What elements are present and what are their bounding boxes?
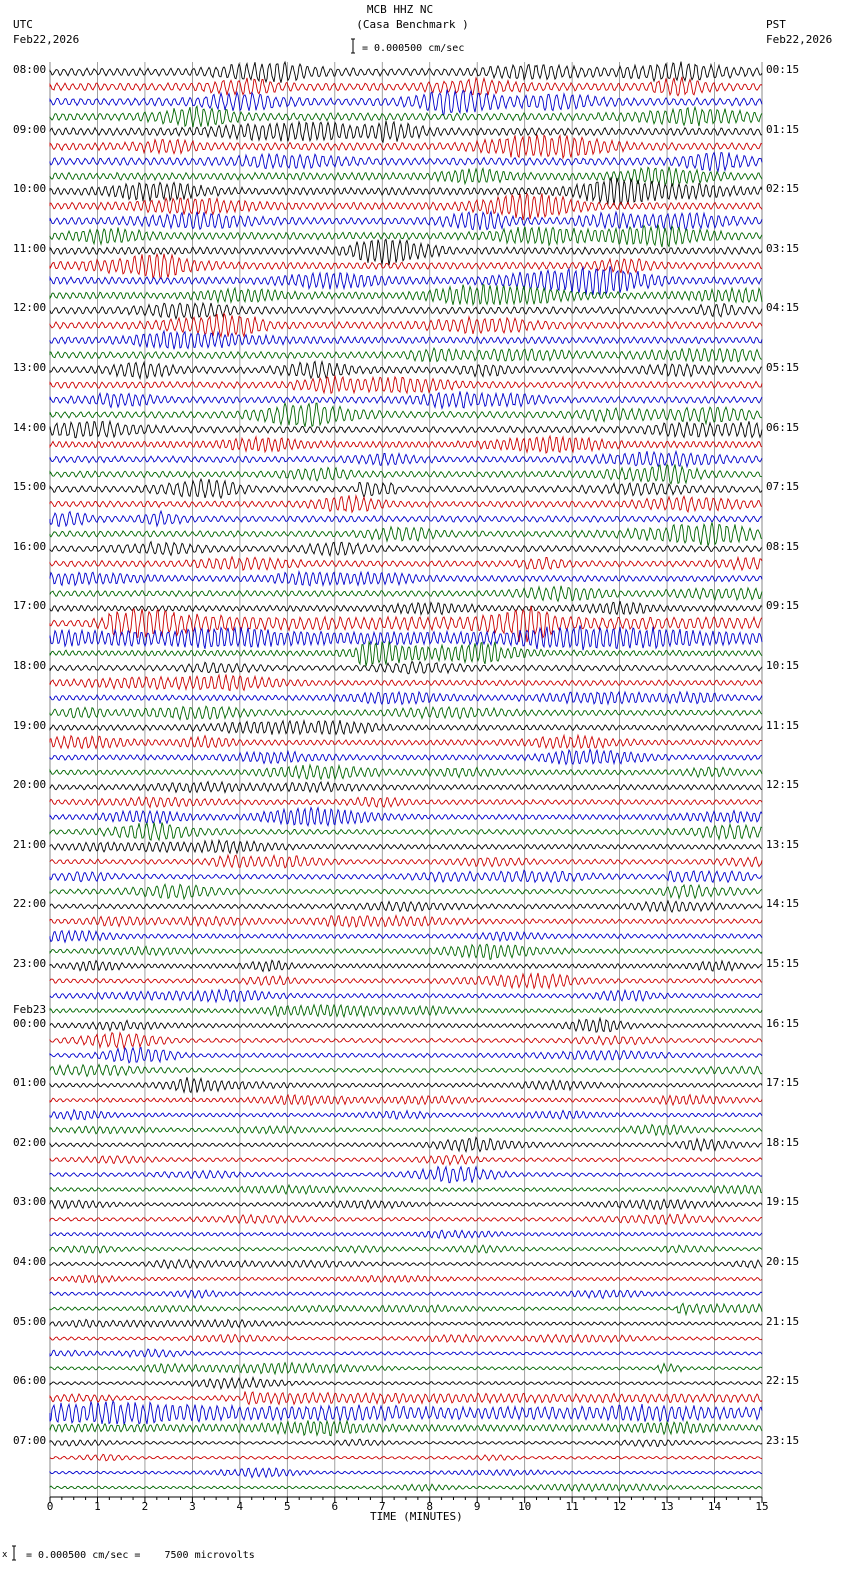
seismic-trace	[50, 1319, 762, 1327]
pst-hour-label: 14:15	[766, 897, 800, 911]
seismic-trace	[50, 960, 762, 971]
seismic-trace	[50, 706, 762, 719]
utc-hour-label: 19:00	[13, 718, 47, 732]
x-tick-label: 2	[141, 1500, 149, 1513]
pst-hour-label: 00:15	[766, 63, 800, 76]
pst-hour-label: 23:15	[766, 1433, 800, 1447]
seismic-trace	[50, 1484, 762, 1491]
pst-hour-label: 22:15	[766, 1374, 800, 1388]
seismic-trace	[50, 90, 762, 115]
x-tick-label: 7	[378, 1500, 386, 1513]
utc-hour-label: 04:00	[13, 1255, 47, 1268]
x-tick-label: 15	[755, 1500, 769, 1513]
seismic-trace	[50, 212, 762, 230]
scale-footnote: = 0.000500 cm/sec = 7500 microvolts	[26, 1550, 255, 1561]
seismic-trace	[50, 944, 762, 959]
seismic-trace	[50, 625, 762, 650]
date-marker-label: Feb23	[13, 1002, 47, 1016]
utc-hour-label: 03:00	[13, 1195, 47, 1209]
seismic-trace	[50, 121, 762, 142]
seismic-trace	[50, 1155, 762, 1165]
seismic-trace	[50, 1363, 762, 1374]
seismic-trace	[50, 855, 762, 868]
pst-hour-label: 07:15	[766, 480, 800, 494]
seismic-trace	[50, 765, 762, 779]
seismic-trace	[50, 285, 762, 305]
pst-hour-label: 13:15	[766, 837, 800, 851]
seismic-trace	[50, 782, 762, 793]
seismic-trace	[50, 1167, 762, 1183]
utc-hour-label: 11:00	[13, 241, 47, 255]
seismic-trace	[50, 1005, 762, 1017]
utc-hour-label: 22:00	[13, 897, 47, 911]
seismic-trace	[50, 542, 762, 556]
seismic-trace	[50, 331, 762, 349]
seismic-trace	[50, 1349, 762, 1357]
seismic-trace	[50, 1377, 762, 1388]
seismic-trace	[50, 1110, 762, 1120]
pst-hour-label: 16:15	[766, 1016, 800, 1030]
utc-hour-label: 05:00	[13, 1314, 47, 1328]
utc-hour-label: 02:00	[13, 1135, 47, 1149]
pst-hour-label: 06:15	[766, 420, 800, 434]
seismic-trace	[50, 735, 762, 748]
pst-hour-label: 15:15	[766, 957, 800, 970]
seismic-trace	[50, 1245, 762, 1253]
seismic-trace	[50, 1214, 762, 1224]
pst-hour-label: 17:15	[766, 1076, 800, 1090]
seismic-trace	[50, 511, 762, 526]
utc-hour-label: 20:00	[13, 778, 47, 792]
seismic-trace	[50, 451, 762, 467]
seismic-trace	[50, 1392, 762, 1405]
scale-label: = 0.000500 cm/sec	[362, 43, 465, 54]
seismic-trace	[50, 1065, 762, 1077]
utc-hour-label: 23:00	[13, 957, 47, 970]
seismic-trace	[50, 1303, 762, 1314]
utc-hour-label: 07:00	[13, 1433, 47, 1447]
pst-hour-label: 18:15	[766, 1135, 800, 1149]
x-tick-label: 4	[236, 1500, 244, 1513]
seismic-trace	[50, 303, 762, 319]
x-tick-label: 12	[612, 1500, 627, 1513]
utc-hour-label: 14:00	[13, 420, 47, 434]
pst-hour-label: 21:15	[766, 1314, 800, 1328]
seismic-trace	[50, 870, 762, 882]
seismic-trace	[50, 314, 762, 337]
pst-hour-label: 01:15	[766, 122, 800, 136]
seismic-traces	[50, 62, 762, 1492]
seismic-trace	[50, 1439, 762, 1447]
x-tick-label: 13	[660, 1500, 674, 1513]
seismic-trace	[50, 1275, 762, 1283]
seismic-trace	[50, 1334, 762, 1342]
seismic-trace	[50, 376, 762, 394]
seismic-trace	[50, 1018, 762, 1032]
seismic-trace	[50, 822, 762, 840]
seismic-trace	[50, 495, 762, 512]
utc-hour-label: 08:00	[13, 63, 47, 76]
pst-hour-label: 20:15	[766, 1255, 800, 1268]
pst-hour-label: 05:15	[766, 361, 800, 374]
seismic-trace	[50, 254, 762, 279]
seismic-trace	[50, 403, 762, 427]
x-axis-title: TIME (MINUTES)	[370, 1510, 463, 1523]
x-tick-label: 8	[426, 1500, 434, 1513]
seismic-trace	[50, 642, 762, 667]
seismic-trace	[50, 1185, 762, 1194]
pst-hour-label: 04:15	[766, 301, 800, 315]
x-tick-label: 5	[284, 1500, 291, 1513]
seismic-trace	[50, 808, 762, 826]
pst-hour-label: 19:15	[766, 1195, 800, 1209]
utc-hour-label: 10:00	[13, 182, 47, 196]
utc-label: UTC	[13, 18, 33, 31]
seismic-trace	[50, 797, 762, 808]
seismic-trace	[50, 106, 762, 127]
seismic-trace	[50, 1095, 762, 1106]
x-tick-label: 9	[473, 1500, 481, 1513]
x-tick-label: 11	[565, 1500, 579, 1513]
x-tick-label: 3	[189, 1500, 196, 1513]
pst-hour-label: 11:15	[766, 718, 800, 732]
seismic-trace	[50, 1137, 762, 1151]
pst-hour-label: 08:15	[766, 539, 800, 553]
seismic-trace	[50, 1420, 762, 1435]
seismic-trace	[50, 421, 762, 437]
seismic-trace	[50, 1290, 762, 1298]
seismic-trace	[50, 1033, 762, 1049]
seismic-trace	[50, 973, 762, 988]
seismic-trace	[50, 362, 762, 379]
seismic-trace	[50, 692, 762, 705]
utc-date: Feb22,2026	[13, 33, 80, 46]
x-tick-label: 1	[94, 1500, 101, 1513]
minute-gridlines	[50, 62, 762, 1497]
pst-hour-label: 10:15	[766, 659, 800, 672]
utc-hour-label: 06:00	[13, 1374, 47, 1388]
pst-hour-label: 03:15	[766, 241, 800, 255]
seismic-trace	[50, 464, 762, 483]
corner-mark: x	[2, 1550, 8, 1560]
seismic-trace	[50, 840, 762, 853]
utc-hour-label: 09:00	[13, 122, 47, 136]
utc-hour-label: 21:00	[13, 837, 47, 851]
seismic-trace	[50, 884, 762, 899]
seismic-trace	[50, 1401, 762, 1424]
utc-hour-label: 13:00	[13, 361, 47, 374]
x-tick-label: 14	[707, 1500, 722, 1513]
pst-hour-label: 12:15	[766, 778, 800, 792]
seismic-trace	[50, 1260, 762, 1269]
seismic-trace	[50, 572, 762, 586]
seismic-trace	[50, 1125, 762, 1136]
pst-hour-label: 02:15	[766, 182, 800, 196]
seismic-trace	[50, 557, 762, 570]
utc-hour-label: 01:00	[13, 1076, 47, 1090]
seismic-trace	[50, 266, 762, 295]
utc-hour-label: 00:00	[13, 1016, 47, 1030]
seismic-trace	[50, 931, 762, 943]
seismic-trace	[50, 77, 762, 96]
utc-hour-label: 17:00	[13, 599, 47, 613]
seismic-trace	[50, 675, 762, 691]
seismic-trace	[50, 178, 762, 205]
utc-hour-label: 16:00	[13, 539, 47, 553]
x-tick-label: 6	[331, 1500, 339, 1513]
seismic-trace	[50, 135, 762, 158]
seismic-trace	[50, 586, 762, 602]
seismic-trace	[50, 990, 762, 1003]
x-tick-label: 0	[46, 1500, 54, 1513]
seismic-trace	[50, 749, 762, 764]
pst-hour-label: 09:15	[766, 599, 800, 613]
seismic-trace	[50, 720, 762, 734]
seismic-trace	[50, 1077, 762, 1092]
pst-label: PST	[766, 18, 786, 31]
utc-hour-label: 15:00	[13, 480, 47, 494]
seismic-trace	[50, 62, 762, 83]
seismic-trace	[50, 479, 762, 498]
utc-hour-label: 12:00	[13, 301, 47, 315]
seismic-trace	[50, 391, 762, 408]
seismic-trace	[50, 1199, 762, 1209]
seismic-trace	[50, 1230, 762, 1238]
seismic-trace	[50, 1048, 762, 1063]
station-title: MCB HHZ NC	[366, 3, 434, 16]
x-tick-label: 10	[518, 1500, 532, 1513]
pst-date: Feb22,2026	[766, 33, 833, 46]
seismic-trace	[50, 1468, 762, 1478]
utc-hour-label: 18:00	[13, 659, 47, 672]
seismic-trace	[50, 916, 762, 928]
seismic-trace	[50, 348, 762, 362]
site-subtitle: (Casa Benchmark )	[356, 18, 469, 31]
seismic-trace	[50, 662, 762, 674]
seismic-trace	[50, 1454, 762, 1461]
seismic-trace	[50, 167, 762, 186]
seismic-trace	[50, 436, 762, 453]
seismic-trace	[50, 901, 762, 912]
